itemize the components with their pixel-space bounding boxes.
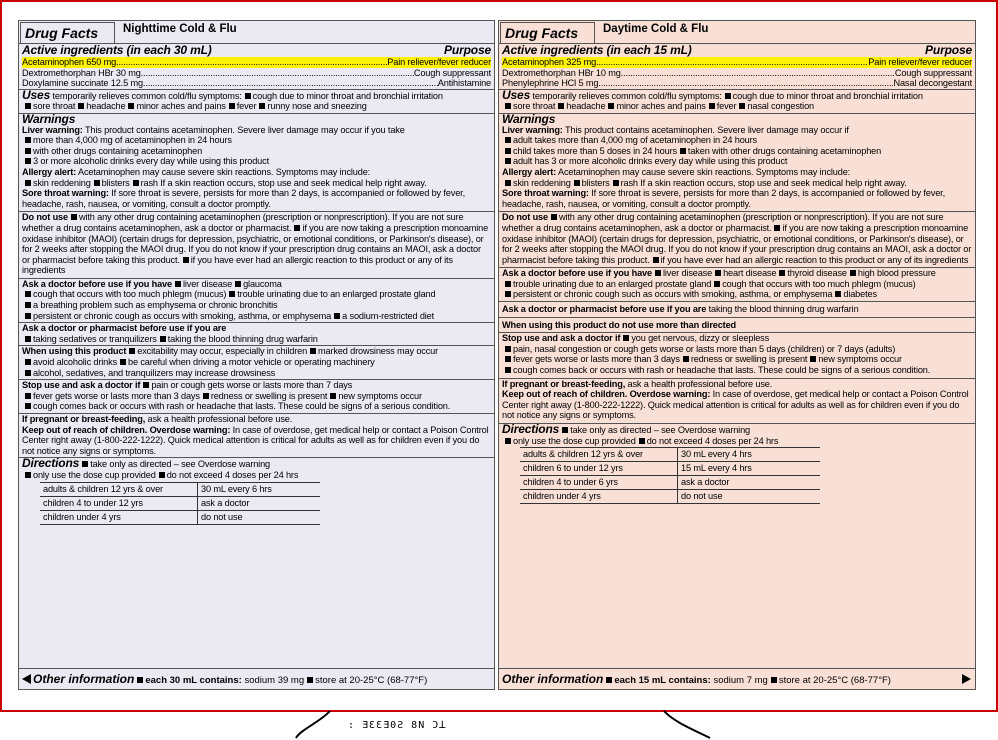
other-info-bold: each 15 mL contains:	[614, 675, 711, 686]
direction-item: do not exceed 4 doses per 24 hrs	[646, 435, 779, 446]
uses-item: sore throat	[513, 101, 556, 112]
allergy-item: blisters	[581, 177, 610, 188]
pregnancy-section	[499, 378, 975, 423]
ask-item: trouble urinating due to an enlarged prostate gland	[237, 289, 436, 300]
ask-item: a sodium-restricted diet	[342, 310, 435, 321]
allergy-item: skin reddening	[513, 177, 571, 188]
overdose-label: Keep out of reach of children. Overdose warning:	[22, 424, 231, 435]
directions-section	[19, 457, 494, 524]
ingredient-row	[22, 78, 491, 89]
ingredient-purpose: Cough suppressant	[413, 67, 491, 78]
sore-throat-label: Sore throat warning:	[22, 188, 109, 199]
warnings-label: Warnings	[22, 111, 76, 126]
age-cell: children 6 to under 12 yrs	[520, 462, 678, 476]
do-not-use-label: Do not use	[22, 212, 68, 223]
ask-item: high blood pressure	[857, 268, 936, 279]
ingredient-purpose: Pain reliever/fever reducer	[387, 57, 491, 67]
ask-doctor-label: Ask a doctor before use if you have	[502, 268, 652, 279]
when-using-section	[19, 345, 494, 379]
direction-item: do not exceed 4 doses per 24 hrs	[166, 469, 299, 480]
table-row	[520, 462, 820, 476]
direction-item: take only as directed – see Overdose warning	[90, 459, 270, 470]
stop-item: fever gets worse or lasts more than 3 days	[513, 354, 680, 365]
uses-item: nasal congestion	[747, 101, 814, 112]
ingredient-name: Doxylamine succinate 12.5 mg	[22, 78, 143, 89]
ingredient-purpose: Cough suppressant	[894, 67, 972, 78]
liver-warning-label: Liver warning:	[22, 124, 83, 135]
ingredient-row	[22, 68, 491, 79]
ingredient-name: Acetaminophen 650 mg	[22, 57, 117, 67]
table-row	[520, 490, 820, 504]
table-row	[520, 476, 820, 490]
dose-cell: 15 mL every 4 hrs	[678, 462, 821, 476]
age-cell: children under 4 yrs	[520, 490, 678, 504]
uses-item: headache	[566, 101, 606, 112]
other-information-section	[19, 668, 494, 689]
liver-item: adult has 3 or more alcoholic drinks every day while using this product	[513, 156, 788, 167]
liver-item: adult takes more than 4,000 mg of acetaminophen in 24 hours	[513, 135, 757, 146]
pregnancy-label: If pregnant or breast-feeding,	[22, 414, 146, 424]
uses-item: sore throat	[33, 101, 76, 112]
stop-item: new symptoms occur	[818, 354, 902, 365]
flap-cut-lines	[0, 700, 998, 740]
directions-label: Directions	[502, 422, 560, 436]
uses-section	[499, 89, 975, 113]
uses-label: Uses	[22, 87, 51, 102]
uses-item: headache	[86, 101, 126, 112]
do-not-use-text: if you have ever had an allergic reaction to this product or any of its ingredients	[22, 254, 453, 276]
do-not-use-section	[499, 211, 975, 267]
ingredient-name: Dextromethorphan HBr 10 mg	[502, 67, 621, 78]
when-item: marked drowsiness may occur	[318, 346, 439, 357]
do-not-use-text: if you are now taking a prescription monoamine oxidase inhibitor (MAOI) (certain drugs for depression, psychiatric, or emotional conditions, or Parkinson's disease), or for 2 weeks after stopping the MAOI drug. If you do not know if your prescription drug contains an MAOI, ask a doctor or pharmacist before taking this product.	[22, 222, 489, 265]
age-cell: children 4 to under 6 yrs	[520, 476, 678, 490]
other-info-bold: each 30 mL contains:	[145, 675, 242, 686]
sore-throat-text: If sore throat is severe, persists for more than 2 days, is accompanied or followed by fever, headache, rash, nausea, or vomiting, consult a doctor promptly.	[502, 188, 945, 209]
other-info-text: store at 20-25°C (68-77°F)	[315, 675, 428, 686]
ingredient-name: Phenylephrine HCl 5 mg	[502, 78, 599, 89]
liver-warning-text: This product contains acetaminophen. Severe liver damage may occur if you take	[84, 124, 405, 135]
allergy-label: Allergy alert:	[502, 166, 557, 177]
pregnancy-section	[19, 413, 494, 457]
sore-throat-label: Sore throat warning:	[502, 188, 589, 199]
do-not-use-label: Do not use	[502, 212, 548, 223]
direction-item: only use the dose cup provided	[33, 469, 156, 480]
directions-section	[499, 423, 975, 504]
drug-facts-tab: Drug Facts	[20, 22, 115, 43]
uses-label: Uses	[502, 87, 531, 102]
ingredient-purpose: Nasal decongestant	[893, 78, 972, 89]
ingredient-row	[502, 78, 972, 89]
ask-pharmacist-section	[19, 322, 494, 345]
arrow-left-icon	[22, 674, 31, 684]
direction-item: take only as directed – see Overdose warning	[570, 425, 750, 435]
dosage-table	[40, 482, 320, 525]
age-cell: children under 4 yrs	[40, 510, 198, 524]
ask-pharmacist-item: taking the blood thinning drug warfarin	[167, 333, 318, 344]
ask-item: cough that occurs with too much phlegm (mucus)	[722, 278, 916, 289]
ask-item: liver disease	[182, 278, 233, 289]
do-not-use-text: if you have ever had an allergic reaction to this product or any of its ingredients	[660, 254, 969, 265]
active-ingredients-section	[19, 43, 494, 89]
directions-label: Directions	[22, 456, 80, 471]
overdose-text: In case of overdose, get medical help or contact a Poison Control Center right away (1-800-222-1222). Quick medical attention is critical for adults as well as for children even if you do not notice any signs or symptoms.	[22, 424, 489, 456]
table-row	[40, 510, 320, 524]
allergy-item: rash	[620, 177, 638, 188]
when-item: excitability may occur, especially in children	[137, 346, 308, 357]
stop-item: cough comes back or occurs with rash or headache that lasts. These could be signs of a serious condition.	[33, 401, 451, 412]
stop-use-label: Stop use and ask a doctor if	[502, 333, 621, 344]
product-title: Daytime Cold & Flu	[603, 23, 709, 35]
red-border-top	[0, 0, 998, 2]
ask-pharmacist-label: Ask a doctor or pharmacist before use if you are	[502, 304, 707, 315]
pregnancy-label: If pregnant or breast-feeding,	[502, 378, 626, 389]
allergy-item: rash	[140, 177, 158, 188]
table-row	[40, 496, 320, 510]
when-item: be careful when driving a motor vehicle or operating machinery	[128, 357, 375, 368]
liver-warning-text: This product contains acetaminophen. Severe liver damage may occur if	[564, 124, 849, 135]
liver-item: child takes more than 5 doses in 24 hours	[513, 145, 677, 156]
ask-doctor-label: Ask a doctor before use if you have	[22, 278, 172, 289]
when-using-section	[499, 317, 975, 333]
when-using-label: When using this product	[22, 346, 127, 357]
warnings-section	[499, 113, 975, 211]
allergy-tail: If a skin reaction occurs, stop use and seek medical help right away.	[640, 177, 907, 188]
allergy-text: Acetaminophen may cause severe skin reactions. Symptoms may include:	[557, 166, 851, 177]
when-item: avoid alcoholic drinks	[33, 357, 118, 368]
direction-item: only use the dose cup provided	[513, 435, 636, 446]
stop-item: redness or swelling is present	[210, 390, 328, 401]
uses-item: fever	[716, 101, 737, 112]
purpose-header: Purpose	[444, 43, 491, 57]
overdose-label: Keep out of reach of children. Overdose warning:	[502, 389, 711, 400]
ask-item: liver disease	[662, 268, 713, 279]
stop-use-section	[19, 379, 494, 413]
uses-item: runny nose and sneezing	[267, 101, 367, 112]
allergy-text: Acetaminophen may cause severe skin reactions. Symptoms may include:	[77, 166, 371, 177]
liver-item: more than 4,000 mg of acetaminophen in 24 hours	[33, 135, 232, 146]
uses-item: fever	[236, 101, 257, 112]
liver-warning-label: Liver warning:	[502, 124, 563, 135]
table-row	[40, 482, 320, 496]
allergy-item: skin reddening	[33, 177, 91, 188]
table-row	[520, 448, 820, 462]
do-not-use-text: with any other drug containing acetaminophen (prescription or nonprescription). If you are not sure whether a drug contains acetaminophen, ask a doctor or pharmacist.	[502, 212, 944, 233]
allergy-item: blisters	[101, 177, 130, 188]
ingredient-row	[502, 57, 972, 68]
stop-item: redness or swelling is present	[690, 354, 808, 365]
ask-item: persistent or chronic cough such as occurs with smoking, asthma, or emphysema	[513, 289, 833, 300]
ingredient-purpose: Pain reliever/fever reducer	[868, 57, 972, 67]
do-not-use-text: if you are now taking a prescription monoamine oxidase inhibitor (MAOI) (certain drugs for depression, psychiatric, or emotional conditions, or Parkinson's disease), or for 2 weeks after stopping the MAOI drug. If you do not know if your prescription drug contains an MAOI, ask a doctor or pharmacist before taking this product.	[502, 222, 972, 265]
sore-throat-text: If sore throat is severe, persists for more than 2 days, is accompanied or followed by fever, headache, rash, nausea, or vomiting, consult a doctor promptly.	[22, 188, 465, 209]
ingredient-name: Dextromethorphan HBr 30 mg	[22, 67, 141, 78]
dose-cell: 30 mL every 4 hrs	[678, 448, 821, 462]
other-info-text: sodium 7 mg	[713, 675, 768, 686]
ask-doctor-section	[499, 267, 975, 301]
warnings-label: Warnings	[502, 111, 556, 126]
ingredient-row	[502, 68, 972, 79]
ask-pharmacist-item: taking sedatives or tranquilizers	[33, 333, 157, 344]
other-info-text: sodium 39 mg	[244, 675, 305, 686]
overdose-text: In case of overdose, get medical help or contact a Poison Control Center right away (1-800-222-1222). Quick medical attention is critical for adults as well as for children even if you do not notice any signs or symptoms.	[502, 389, 969, 421]
stop-item: cough comes back or occurs with rash or headache that lasts. These could be signs of a serious condition.	[513, 365, 931, 376]
stop-use-section	[499, 332, 975, 377]
drug-facts-tab: Drug Facts	[500, 22, 595, 43]
ask-pharmacist-label: Ask a doctor or pharmacist before use if you are	[22, 323, 227, 334]
uses-section	[19, 89, 494, 113]
ask-item: diabetes	[843, 289, 877, 300]
age-cell: adults & children 12 yrs & over	[40, 482, 198, 496]
ask-item: heart disease	[723, 268, 777, 279]
ask-pharmacist-text: taking the blood thinning drug warfarin	[708, 304, 859, 315]
purpose-header: Purpose	[925, 43, 972, 57]
ask-item: a breathing problem such as emphysema or chronic bronchitis	[33, 300, 278, 311]
allergy-label: Allergy alert:	[22, 166, 77, 177]
dose-cell: ask a doctor	[678, 476, 821, 490]
dosage-table	[520, 447, 820, 504]
ask-item: persistent or chronic cough as occurs with smoking, asthma, or emphysema	[33, 310, 332, 321]
ask-pharmacist-section	[499, 301, 975, 317]
stop-use-label: Stop use and ask a doctor if	[22, 380, 141, 391]
ingredient-row	[22, 57, 491, 68]
dose-cell: do not use	[198, 510, 321, 524]
other-info-label: Other information	[502, 672, 604, 686]
ask-item: glaucoma	[243, 278, 282, 289]
dose-cell: do not use	[678, 490, 821, 504]
do-not-use-text: with any other drug containing acetaminophen (prescription or nonprescription). If you are not sure whether a drug contains acetaminophen, ask a doctor or pharmacist.	[22, 212, 464, 233]
dose-cell: ask a doctor	[198, 496, 321, 510]
active-ingredients-section	[499, 43, 975, 89]
liver-item: 3 or more alcoholic drinks every day while using this product	[33, 156, 269, 167]
other-info-label: Other information	[33, 672, 135, 686]
when-item: alcohol, sedatives, and tranquilizers may increase drowsiness	[33, 367, 276, 378]
uses-item: minor aches and pains	[136, 101, 226, 112]
other-info-text: store at 20-25°C (68-77°F)	[778, 675, 891, 686]
stop-item: you get nervous, dizzy or sleepless	[631, 333, 770, 344]
ask-item: trouble urinating due to an enlarged prostate gland	[513, 278, 712, 289]
uses-intro: temporarily relieves common cold/flu symptoms:	[52, 90, 242, 101]
when-using-text: do not use more than directed	[608, 319, 737, 330]
ask-item: thyroid disease	[787, 268, 847, 279]
stop-item: pain, nasal congestion or cough gets worse or lasts more than 5 days (children) or 7 days (adults)	[513, 343, 896, 354]
age-cell: children 4 to under 12 yrs	[40, 496, 198, 510]
red-border-left	[0, 0, 2, 712]
other-information-section	[499, 668, 975, 689]
dose-cell: 30 mL every 6 hrs	[198, 482, 321, 496]
ask-doctor-section	[19, 278, 494, 322]
when-using-label: When using this product	[502, 319, 607, 330]
ingredient-purpose: Antihistamine	[437, 78, 491, 89]
liver-item: taken with other drugs containing acetaminophen	[687, 145, 882, 156]
warnings-section	[19, 113, 494, 211]
ask-item: cough that occurs with too much phlegm (mucus)	[33, 289, 227, 300]
pregnancy-text: ask a health professional before use.	[627, 378, 773, 389]
uses-intro: temporarily relieves common cold/flu symptoms:	[532, 90, 722, 101]
stop-item: fever gets worse or lasts more than 3 days	[33, 390, 200, 401]
stop-item: pain or cough gets worse or lasts more than 7 days	[151, 380, 353, 391]
daytime-drug-facts-panel	[498, 20, 976, 690]
pregnancy-text: ask a health professional before use.	[147, 414, 293, 424]
uses-item: minor aches and pains	[616, 101, 706, 112]
active-ingredients-header: Active ingredients (in each 15 mL)	[502, 43, 692, 57]
active-ingredients-header: Active ingredients (in each 30 mL)	[22, 43, 212, 57]
allergy-tail: If a skin reaction occurs, stop use and seek medical help right away.	[160, 177, 427, 188]
stop-item: new symptoms occur	[338, 390, 422, 401]
uses-item: cough due to minor throat and bronchial irritation	[252, 90, 443, 101]
do-not-use-section	[19, 211, 494, 278]
uses-item: cough due to minor throat and bronchial irritation	[732, 90, 923, 101]
footer-code: : ƎƐƐƎ0Ƨ 8N Ɔꓕ	[348, 720, 447, 731]
nighttime-drug-facts-panel	[18, 20, 495, 690]
arrow-right-icon	[962, 674, 971, 684]
liver-item: with other drugs containing acetaminophen	[33, 145, 203, 156]
ingredient-name: Acetaminophen 325 mg	[502, 57, 597, 67]
age-cell: adults & children 12 yrs & over	[520, 448, 678, 462]
product-title: Nighttime Cold & Flu	[123, 23, 237, 35]
